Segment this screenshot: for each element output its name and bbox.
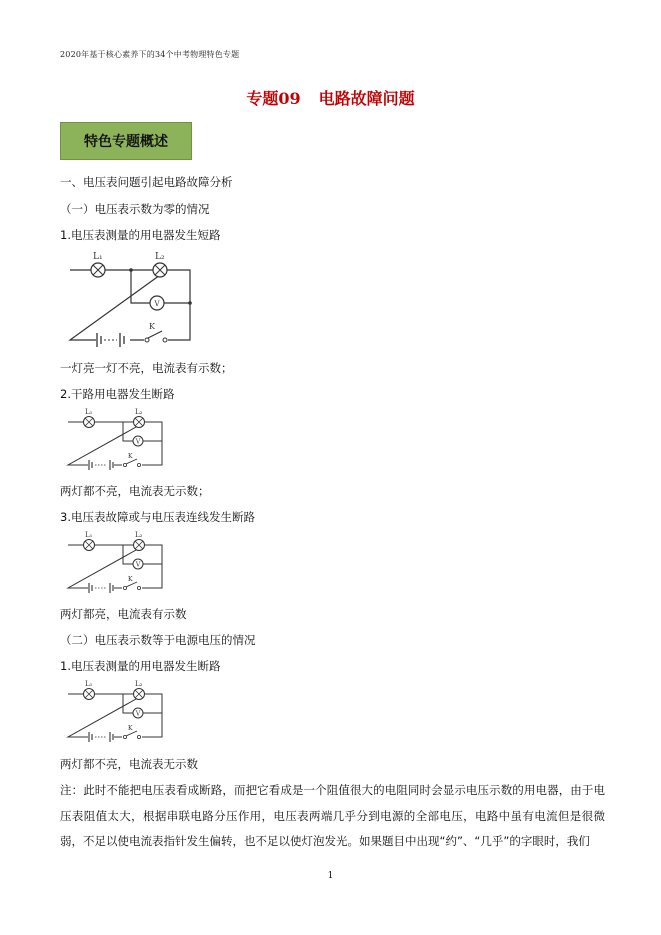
- switch-k-label: K: [128, 453, 133, 460]
- circuit-diagram-1: [62, 250, 192, 350]
- case-3-title: 3.电压表故障或与电压表连线发生断路: [60, 510, 255, 524]
- case-2-title: 2.干路用电器发生断路: [60, 387, 175, 401]
- page-number: 1: [327, 871, 334, 881]
- page-title: [0, 86, 661, 109]
- lamp-l1-label: L₁: [85, 408, 93, 416]
- voltmeter-label: V: [135, 438, 141, 446]
- note-paragraph: 注：此时不能把电压表看成断路，而把它看成是一个阻值很大的电阻同时会显示电压示数的用电器，由于电压表阻值太大，根据串联电路分压作用，电压表两端几乎分到电源的全部电压，电路中虽有电流但是很微弱，不足以使电流表指针发生偏转，也不足以使灯泡发光。如果题目中出现“约”、“几乎”的字眼时，我们: [60, 783, 605, 848]
- case-4-result: 两灯都不亮，电流表无示数: [60, 757, 198, 771]
- voltmeter-label: V: [135, 710, 141, 718]
- title-number: 专题09: [246, 89, 301, 108]
- switch-k-label: K: [128, 576, 133, 583]
- case-1-result: 一灯亮一灯不亮，电流表有示数；: [60, 361, 233, 375]
- circuit-diagram-3: [66, 531, 166, 593]
- circuit-diagram-4: [66, 680, 166, 742]
- lamp-l1-label: L₁: [93, 252, 103, 262]
- subsection-heading-1: （一）电压表示数为零的情况: [60, 202, 210, 216]
- circuit-diagram-2: [66, 408, 166, 470]
- case-4-title: 1.电压表测量的用电器发生断路: [60, 659, 221, 673]
- voltmeter: [150, 296, 164, 310]
- battery: [96, 330, 130, 350]
- subsection-heading-2: （二）电压表示数等于电源电压的情况: [60, 633, 256, 647]
- lamp-l2-label: L₂: [135, 408, 143, 416]
- lamp-l2: [153, 252, 167, 277]
- lamp-l1-label: L₁: [85, 531, 93, 539]
- voltmeter-label: V: [135, 561, 141, 569]
- lamp-l2-label: L₂: [135, 680, 143, 688]
- title-name: 电路故障问题: [318, 89, 415, 108]
- case-1-title: 1.电压表测量的用电器发生短路: [60, 228, 221, 242]
- switch-k-label: K: [128, 725, 133, 732]
- lamp-l1: [91, 252, 105, 277]
- document-header: 2020年基于核心素养下的34个中考物理特色专题: [60, 50, 240, 59]
- lamp-l1-label: L₁: [85, 680, 93, 688]
- case-3-result: 两灯都亮，电流表有示数: [60, 607, 187, 621]
- lamp-l2-label: L₂: [135, 531, 143, 539]
- switch-k-label: K: [149, 322, 155, 331]
- section-banner: 特色专题概述: [60, 122, 192, 160]
- case-2-result: 两灯都不亮，电流表无示数；: [60, 484, 210, 498]
- lamp-l2-label: L₂: [155, 252, 165, 262]
- section-heading-1: 一、电压表问题引起电路故障分析: [60, 175, 233, 189]
- switch-k: [144, 322, 168, 346]
- voltmeter-label: V: [154, 300, 160, 308]
